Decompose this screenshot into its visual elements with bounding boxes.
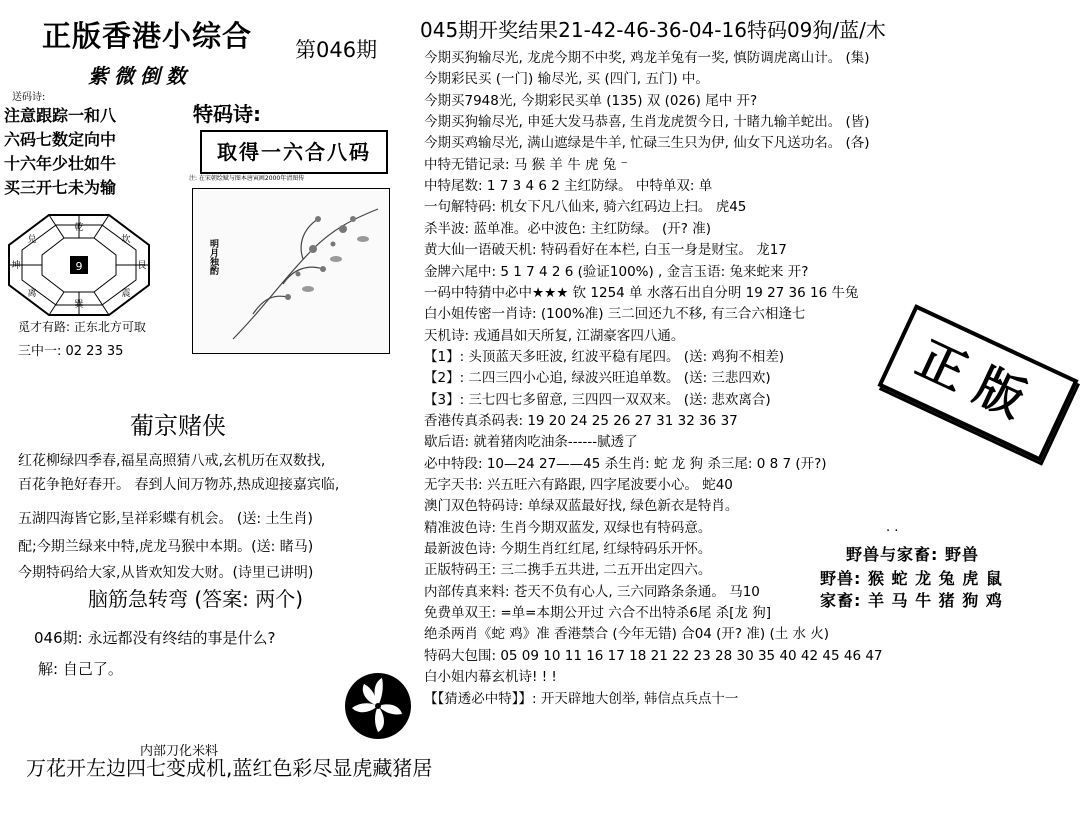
- tema-poem-box: 取得一六合八码: [200, 130, 388, 174]
- prediction-line: 中特尾数: 1 7 3 4 6 2 主红防绿。 中特单双: 单: [424, 178, 713, 195]
- poem-line: 十六年少壮如牛: [4, 154, 117, 173]
- prediction-line: 免费单双王: =单=本期公开过 六合不出特杀6尾 杀[龙 狗]: [424, 605, 771, 622]
- page-subtitle: 紫微倒数: [88, 64, 192, 88]
- bagua-label: 艮: [137, 261, 147, 271]
- poem-label: 送码诗:: [12, 92, 46, 103]
- riddle-answer: 解: 自己了。: [38, 660, 123, 678]
- prediction-line: 绝杀两肖《蛇 鸡》准 香港禁合 (今年无错) 合04 (开? 准) (土 水 火): [424, 626, 830, 643]
- bagua-label: 巽: [74, 300, 84, 310]
- wealth-direction: 觅才有路: 正东北方可取: [18, 320, 146, 334]
- prediction-line: 今期买7948光, 今期彩民买单 (135) 双 (026) 尾中 开?: [424, 92, 758, 109]
- painting-vertical-text: 明月独酌: [208, 239, 218, 275]
- prediction-line: 无字天书: 兴五旺六有路跟, 四字尾波要小心。 蛇40: [424, 477, 733, 493]
- bagua-diagram: [4, 210, 154, 324]
- poem-line: 六码七数定向中: [4, 130, 117, 149]
- bagua-label: 兑: [27, 235, 37, 245]
- pujing-title: 葡京赌侠: [130, 412, 226, 440]
- prediction-line: 内部传真来料: 苍天不负有心人, 三六同路条条通。 马10: [424, 583, 760, 600]
- tema-poem-label: 特码诗:: [193, 102, 261, 126]
- bagua-label: 坎: [121, 235, 131, 245]
- prediction-line: 必中特段: 10—24 27——45 杀生肖: 蛇 龙 狗 杀三尾: 0 8 7 (开?): [424, 455, 827, 472]
- prediction-line: 白小姐内幕玄机诗! ! !: [424, 669, 557, 686]
- prediction-line: 正版特码王: 三二携手五共进, 二五开出定四六。: [424, 562, 712, 579]
- prediction-line: 澳门双色特码诗: 单绿双蓝最好找, 绿色新衣是特肖。: [424, 498, 739, 515]
- prediction-line: 【2】: 二四三四小心追, 绿波兴旺追单数。 (送: 三悲四欢): [424, 370, 771, 387]
- previous-result-heading: 045期开奖结果21-42-46-36-04-16特码09狗/蓝/木: [420, 18, 886, 42]
- prediction-line: 【3】: 三七四七多留意, 三四四一双双来。 (送: 悲欢离合): [424, 391, 771, 408]
- prediction-line: 【【猜透必中特】】: 开天辟地大创举, 韩信点兵点十一: [424, 690, 739, 707]
- prediction-line: 中特无错记录: 马 猴 羊 牛 虎 兔 ⁻: [424, 156, 628, 173]
- prediction-line: 香港传真杀码表: 19 20 24 25 26 27 31 32 36 37: [424, 412, 738, 429]
- prediction-line: 特码大包围: 05 09 10 11 16 17 18 21 22 23 28 30 35 40 42 45 46 47: [424, 647, 883, 664]
- prediction-line: 今期彩民买 (一门) 输尽光, 买 (四门, 五门) 中。: [424, 71, 709, 88]
- bagua-label: 坤: [11, 261, 21, 271]
- prediction-line: 今期买狗输尽光, 申延大发马恭喜, 生肖龙虎贺今日, 十睹九输羊蛇出。 (皆): [424, 114, 870, 131]
- poem-line: 注意跟踪一和八: [4, 106, 117, 125]
- prediction-line: 歇后语: 就着猪肉吃油条------腻透了: [424, 434, 638, 451]
- three-numbers: 三中一: 02 23 35: [18, 344, 124, 359]
- prediction-line: 今期买鸡输尽光, 满山遮绿是牛羊, 忙碌三生只为伊, 仙女下凡送功名。 (各): [424, 135, 870, 152]
- painting-image: [189, 175, 390, 354]
- prediction-line: 最新波色诗: 今期生肖红红尾, 红绿特码乐开怀。: [424, 541, 712, 558]
- riddle-question: 046期: 永远都没有终结的事是什么?: [34, 629, 276, 647]
- authentic-stamp: 正版: [877, 304, 1078, 462]
- prediction-line: 杀半波: 蓝单准。必中波色: 主红防绿。 (开? 准): [424, 220, 711, 237]
- prediction-line: 天机诗: 戎通昌如天所复, 江湖豪客四八通。: [424, 327, 685, 344]
- beast-title: 野兽与家畜: 野兽: [846, 545, 979, 564]
- painting-caption: 注: 在宋朝绘赋与图本唐寅画2000年清图传: [189, 175, 305, 182]
- prose-line: 百花争艳好春开。 春到人间万物苏,热成迎接嘉宾临,: [18, 477, 340, 493]
- bagua-label: 离: [27, 289, 37, 299]
- bagua-label: 震: [121, 289, 131, 299]
- bottom-poem: 万花开左边四七变成机,蓝红色彩尽显虎藏猪居: [26, 756, 433, 780]
- prose-line: 今期特码给大家,从皆欢知发大财。(诗里已讲明): [18, 565, 314, 581]
- bagua-label: 乾: [74, 223, 84, 233]
- prediction-line: 一句解特码: 机女下凡八仙来, 骑六红码边上扫。 虎45: [424, 199, 747, 216]
- insider-material-label: 内部刀化米料: [140, 744, 219, 759]
- beast-wild: 野兽: 猴 蛇 龙 兔 虎 鼠: [820, 569, 1003, 588]
- prediction-line: 一码中特猜中必中★★★ 钦 1254 单 水落石出自分明 19 27 36 16 牛兔: [424, 284, 859, 301]
- prediction-line: 精准波色诗: 生肖今期双蓝发, 双绿也有特码意。: [424, 519, 712, 536]
- prediction-line: 白小姐传密一肖诗: (100%准) 三二回还九不移, 有三合六相逢七: [424, 306, 806, 323]
- beast-domestic: 家畜: 羊 马 牛 猪 狗 鸡: [820, 591, 1003, 610]
- prose-line: 五湖四海皆它影,呈祥彩蝶有机会。 (送: 土生肖): [18, 511, 313, 527]
- dots-mark: . .: [886, 520, 899, 535]
- prose-line: 配;今期兰绿来中特,虎龙马猴中本期。(送: 睹马): [18, 539, 314, 555]
- issue-number: 第046期: [295, 38, 378, 62]
- page-title: 正版香港小综合: [42, 19, 253, 53]
- prediction-line: 金牌六尾中: 5 1 7 4 2 6 (验证100%) , 金言玉语: 兔来蛇来 开?: [424, 263, 809, 280]
- bauhinia-logo: [342, 670, 414, 746]
- riddle-title: 脑筋急转弯 (答案: 两个): [88, 587, 304, 611]
- prose-line: 红花柳绿四季春,福星高照猜八戒,玄机历在双数找,: [18, 453, 326, 469]
- prediction-line: 黄大仙一语破天机: 特码看好在本栏, 白玉一身是财宝。 龙17: [424, 242, 787, 259]
- prediction-line: 【1】: 头顶蓝天多旺波, 红波平稳有尾四。 (送: 鸡狗不相差): [424, 348, 785, 365]
- bagua-center: 9: [75, 260, 83, 273]
- poem-line: 买三开七未为输: [4, 178, 117, 197]
- prediction-line: 今期买狗输尽光, 龙虎今期不中奖, 鸡龙羊兔有一奖, 慎防调虎离山计。 (集): [424, 50, 870, 66]
